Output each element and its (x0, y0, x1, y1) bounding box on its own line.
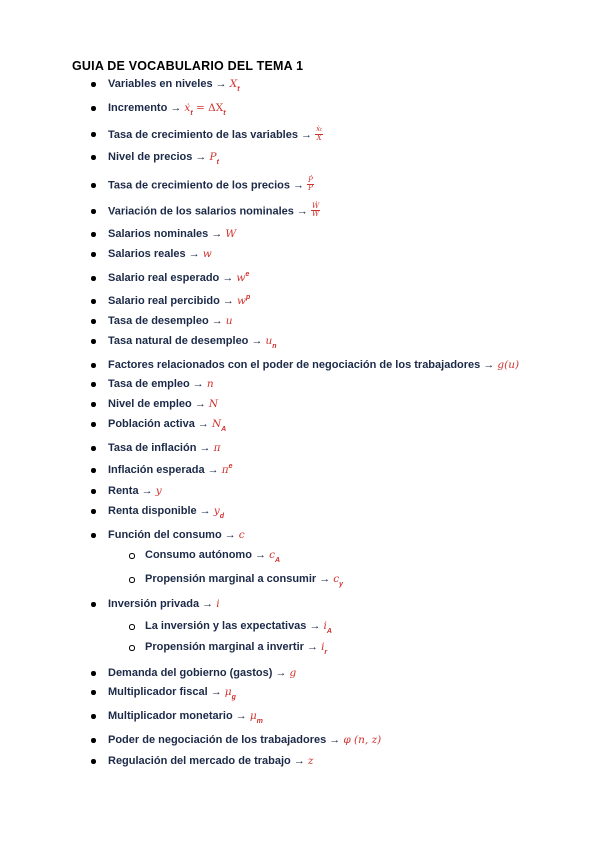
item-content (108, 227, 236, 241)
item-content (108, 358, 519, 372)
math-symbol: w (237, 295, 246, 307)
item-label: Incremento (108, 102, 168, 114)
bullet-icon (91, 402, 96, 407)
item-label: Salario real percibido (108, 295, 220, 307)
bullet-icon (91, 252, 96, 257)
item-label: Poder de negociación de los trabajadores (108, 734, 327, 746)
item-content (145, 572, 343, 588)
bullet-icon (91, 533, 96, 538)
item-content (108, 417, 226, 433)
arrow-icon: → (272, 667, 290, 679)
item-content (108, 377, 214, 391)
item-content (108, 484, 162, 498)
item-content (108, 754, 313, 768)
bullet-icon (91, 132, 96, 137)
item-label: Variación de los salarios nominales (108, 205, 294, 218)
item-content (108, 127, 323, 143)
arrow-icon: → (290, 755, 308, 767)
item-content (108, 733, 381, 747)
arrow-icon: → (138, 485, 156, 497)
bullet-icon (91, 106, 96, 111)
item-label: Nivel de empleo (108, 398, 192, 410)
arrow-icon: → (219, 295, 237, 307)
item-label: Salarios nominales (108, 228, 209, 240)
math-symbol: z (307, 755, 314, 767)
arrow-icon: → (208, 228, 226, 240)
item-label: Factores relacionados con el poder de negociación de los trabajadores (108, 359, 481, 371)
math-subscript: t (190, 110, 193, 117)
arrow-icon: → (303, 641, 322, 653)
math-symbol: X (229, 78, 238, 90)
arrow-icon: → (194, 418, 212, 430)
item-label: Salario real esperado (108, 272, 220, 284)
math-symbol: π (213, 442, 221, 454)
bullet-icon (91, 422, 96, 427)
bullet-icon (91, 232, 96, 237)
arrow-icon: → (232, 710, 250, 722)
math-superscript: e (245, 271, 250, 278)
arrow-icon: → (185, 248, 203, 260)
arrow-icon: → (297, 128, 316, 141)
bullet-icon (91, 299, 96, 304)
arrow-icon: → (326, 734, 344, 746)
arrow-icon: → (191, 398, 209, 410)
math-subscript: r (324, 649, 328, 656)
item-content (108, 709, 263, 725)
item-label: Demanda del gobierno (gastos) (108, 667, 273, 679)
item-label: Población activa (108, 418, 195, 430)
bullet-icon (91, 382, 96, 387)
arrow-icon: → (289, 179, 308, 192)
arrow-icon: → (199, 598, 217, 610)
bullet-icon (91, 759, 96, 764)
math-symbol: i (323, 620, 327, 632)
item-label: Propensión marginal a consumir (145, 573, 317, 585)
bullet-icon (91, 602, 96, 607)
math-symbol: n (206, 378, 214, 390)
math-symbol: c (333, 573, 340, 585)
item-label: Salarios reales (108, 248, 186, 260)
numerator-subscript: t (320, 127, 323, 133)
item-content (145, 548, 280, 564)
math-subscript: t (237, 86, 240, 93)
math-symbol: P (209, 151, 217, 163)
math-extra-subscript: t (223, 110, 226, 117)
bullet-icon (91, 363, 96, 368)
arrow-icon: → (208, 315, 226, 327)
math-subscript: t (216, 159, 219, 166)
item-label: Inflación esperada (108, 464, 205, 476)
numerator-symbol: Ẇ (311, 202, 320, 210)
item-content (108, 314, 233, 328)
hollow-bullet-icon (129, 577, 135, 583)
bullet-icon (91, 671, 96, 676)
item-content (108, 597, 220, 611)
math-symbol: i (216, 598, 220, 610)
item-label: La inversión y las expectativas (145, 620, 307, 632)
item-content (145, 619, 332, 635)
math-symbol: i (321, 641, 325, 653)
arrow-icon: → (207, 686, 225, 698)
item-content (108, 441, 220, 455)
bullet-icon (91, 489, 96, 494)
hollow-bullet-icon (129, 624, 135, 630)
bullet-icon (91, 446, 96, 451)
bullet-icon (91, 468, 96, 473)
item-content (108, 77, 240, 93)
bullet-icon (91, 183, 96, 188)
math-symbol: π (221, 464, 229, 476)
math-fraction (307, 177, 314, 192)
arrow-icon: → (192, 151, 210, 163)
item-content (108, 178, 314, 193)
arrow-icon: → (221, 529, 239, 541)
item-label: Inversión privada (108, 598, 200, 610)
item-content (108, 294, 250, 310)
item-label: Variables en niveles (108, 78, 213, 90)
arrow-icon: → (480, 359, 498, 371)
item-label: Multiplicador fiscal (108, 686, 208, 698)
item-content (108, 334, 277, 350)
math-symbol: N (208, 398, 219, 410)
item-label: Nivel de precios (108, 151, 193, 163)
arrow-icon: → (219, 272, 237, 284)
math-symbol: y (213, 505, 220, 517)
numerator-symbol: ẋ (316, 125, 321, 133)
math-symbol: ẋ (184, 102, 191, 114)
arrow-icon: → (316, 573, 334, 585)
bullet-icon (91, 319, 96, 324)
item-label: Función del consumo (108, 529, 222, 541)
item-label: Tasa de crecimiento de las variables (108, 128, 298, 141)
math-subscript: n (272, 343, 277, 350)
item-label: Multiplicador monetario (108, 710, 233, 722)
arrow-icon: → (196, 442, 214, 454)
hollow-bullet-icon (129, 645, 135, 651)
math-fraction (311, 203, 320, 218)
math-subscript: d (219, 513, 224, 520)
fraction-denominator: W (311, 210, 320, 218)
fraction-denominator: P (308, 184, 313, 192)
math-symbol: φ (n, z) (343, 734, 382, 746)
item-label: Renta (108, 485, 139, 497)
bullet-icon (91, 738, 96, 743)
math-symbol: W (225, 228, 237, 240)
math-subscript: A (274, 557, 281, 564)
math-symbol: g(u) (497, 359, 520, 371)
numerator-symbol: Ṗ (308, 176, 313, 184)
item-label: Tasa natural de desempleo (108, 335, 249, 347)
item-content (108, 685, 236, 701)
arrow-icon: → (196, 505, 214, 517)
bullet-icon (91, 209, 96, 214)
math-symbol: μ (249, 710, 257, 722)
bullet-icon (91, 509, 96, 514)
bullet-icon (91, 339, 96, 344)
item-content (145, 640, 327, 656)
item-content (108, 463, 233, 479)
math-subscript: A (326, 628, 332, 635)
item-label: Regulación del mercado de trabajo (108, 755, 291, 767)
arrow-icon: → (212, 78, 230, 90)
item-content (108, 397, 218, 411)
math-subscript: y (339, 581, 344, 588)
math-subscript: A (221, 426, 227, 433)
item-label: Consumo autónomo (145, 549, 252, 561)
math-symbol: u (225, 315, 233, 327)
math-subscript: m (256, 718, 263, 725)
item-label: Tasa de inflación (108, 442, 197, 454)
item-label: Tasa de empleo (108, 378, 190, 390)
math-symbol: y (155, 485, 162, 497)
math-extra: = ΔX (192, 102, 224, 114)
hollow-bullet-icon (129, 553, 135, 559)
page-title: GUIA DE VOCABULARIO DEL TEMA 1 (72, 59, 304, 73)
item-content (108, 101, 226, 117)
arrow-icon: → (167, 102, 185, 114)
bullet-icon (91, 276, 96, 281)
math-symbol: w (202, 248, 212, 260)
item-label: Renta disponible (108, 505, 197, 517)
item-content (108, 150, 219, 166)
item-content (108, 247, 212, 261)
item-content (108, 528, 245, 542)
math-superscript: p (246, 294, 251, 301)
item-content (108, 271, 249, 287)
arrow-icon: → (306, 620, 324, 632)
arrow-icon: → (248, 335, 266, 347)
fraction-denominator: X (316, 134, 322, 142)
math-subscript: g (231, 694, 236, 701)
item-label: Propensión marginal a invertir (145, 641, 304, 653)
math-symbol: u (265, 335, 273, 347)
arrow-icon: → (293, 205, 311, 218)
math-symbol: μ (224, 686, 232, 698)
item-content (108, 504, 224, 520)
bullet-icon (91, 155, 96, 160)
bullet-icon (91, 690, 96, 695)
math-symbol: c (238, 529, 245, 541)
item-content (108, 204, 320, 219)
math-superscript: e (228, 463, 233, 470)
item-content (108, 666, 296, 680)
arrow-icon: → (189, 378, 207, 390)
bullet-icon (91, 714, 96, 719)
math-symbol: N (211, 418, 222, 430)
math-fraction (315, 126, 323, 142)
math-symbol: w (236, 272, 246, 284)
arrow-icon: → (204, 464, 222, 476)
item-label: Tasa de crecimiento de los precios (108, 179, 290, 192)
math-symbol: c (269, 549, 275, 561)
bullet-icon (91, 82, 96, 87)
item-label: Tasa de desempleo (108, 315, 209, 327)
arrow-icon: → (251, 549, 270, 561)
math-symbol: g (289, 667, 297, 679)
